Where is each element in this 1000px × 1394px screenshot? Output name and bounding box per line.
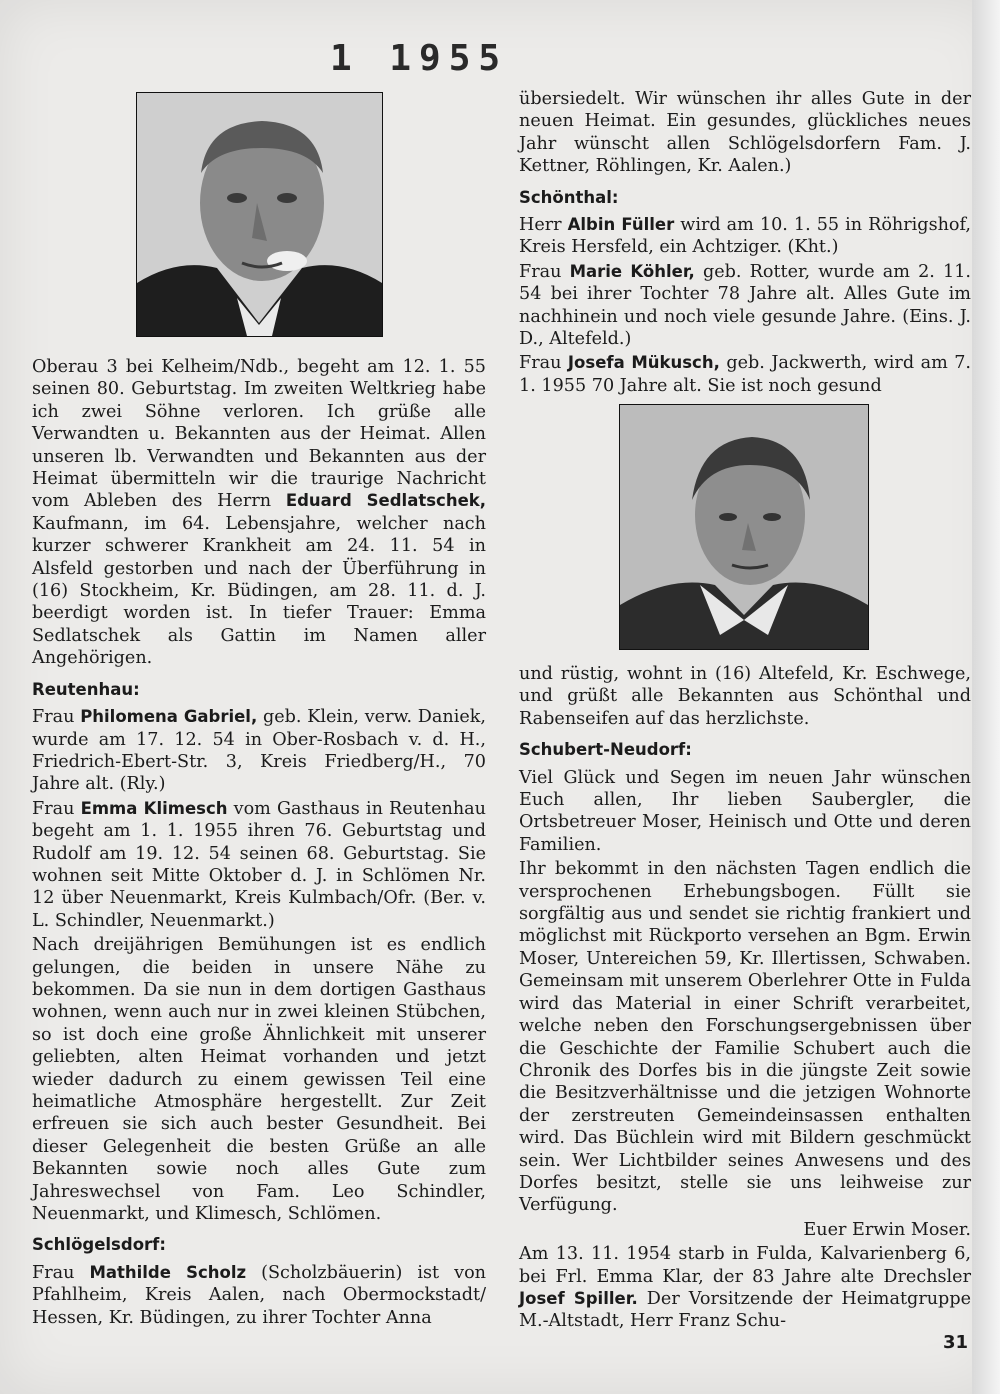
text: geb. Jackwerth, wird am 7. 1. 1955 70 Jahre alt. Sie ist noch gesund	[519, 353, 972, 396]
text: geb. Rotter, wurde am 2. 11. 54 bei ihrer Tochter 78 Jahre alt. Alles Gute im nachhinein und noch viele gesunde Jahre. (Eins. J. D., Altefeld.)	[519, 261, 972, 350]
paragraph-spiller	[519, 1243, 971, 1333]
text: wird am 10. 1. 55 in Röhrigshof, Kreis Hersfeld, ein Achtziger. (Kht.)	[519, 215, 971, 258]
person-name: Mathilde Scholz	[89, 1262, 247, 1282]
text: geb. Klein, verw. Daniek, wurde am 17. 12. 54 in Ober-Rosbach v. d. H., Friedrich-Ebert-Str. 3, Kreis Friedberg/H., 70 Jahre alt. (Rly.)	[32, 707, 486, 795]
portrait-man-photo	[136, 92, 383, 337]
person-name: Josef Spiller.	[519, 1288, 638, 1308]
portrait-man-image	[137, 93, 382, 336]
person-name: Eduard Sedlatschek,	[285, 491, 486, 511]
issue-stamp: 1 1955	[330, 38, 509, 79]
portrait-woman-image	[620, 405, 868, 649]
section-heading-schoenthal: Schönthal:	[519, 187, 619, 207]
text: Frau	[32, 707, 81, 728]
text: Frau	[32, 798, 81, 819]
person-name: Marie Köhler,	[569, 261, 695, 281]
paragraph-bemuehungen: Nach dreijährigen Bemühungen ist es endlich gelungen, die beiden in unsere Nähe zu bekommen. Da sie nun in dem dortigen Gasthaus wohnen, wenn auch nur in zwei kleinen Stübchen, so ist doch eine große Ähnlichkeit mit unserer geliebten, alten Heimat vorhanden und jetzt wieder dadurch zu einem gewissen Teil eine heimatliche Atmosphäre hergestellt. Zur Zeit erfreuen sie sich auch bester Gesundheit. Bei dieser Gelegenheit die besten Grüße an alle Bekannten sowie noch alles Gute zum Jahreswechsel von Fam. Leo Schindler, Neuenmarkt, und Klimesch, Schlömen.	[32, 935, 486, 1225]
text: Kaufmann, im 64. Lebensjahre, welcher nach kurzer schwerer Krankheit am 24. 11. 54 in Alsfeld gestorben und nach der Überführung in (16) Stockheim, Kr. Büdingen, am 28. 11. d. J. beerdigt worden ist. In tiefer Trauer: Emma Sedlatschek als Gattin im Namen aller Angehörigen.	[32, 513, 486, 669]
paragraph-muekusch	[519, 352, 971, 397]
text: vom Gasthaus in Reutenhau begeht am 1. 1. 1955 ihren 76. Geburtstag und Rudolf am 19. 12. 54 seinen 68. Geburtstag. Sie wohnen seit Mitte Oktober d. J. in Schlömen Nr. 12 über Neuenmarkt, Kreis Kulmbach/Ofr. (Ber. v. L. Schindler, Neuenmarkt.)	[32, 798, 486, 931]
paragraph-gabriel	[32, 706, 486, 796]
person-name: Albin Füller	[567, 215, 675, 235]
section-heading-schubert-neudorf: Schubert-Neudorf:	[519, 740, 692, 760]
paragraph-scholz	[32, 1262, 486, 1329]
text: Am 13. 11. 1954 starb in Fulda, Kalvarienberg 6, bei Frl. Emma Klar, der 83 Jahre alte Drechsler	[519, 1244, 971, 1287]
section-heading-schloegelsdorf: Schlögelsdorf:	[32, 1235, 166, 1255]
section-heading-reutenhau: Reutenhau:	[32, 679, 140, 699]
paragraph-klimesch	[32, 798, 486, 932]
text: Der Vorsitzende der Heimatgruppe M.-Altstadt, Herr Franz Schu-	[519, 1288, 971, 1332]
paragraph-uebersiedelt: übersiedelt. Wir wünschen ihr alles Gute in der neuen Heimat. Ein gesundes, glückliches neues Jahr wünscht allen Schlögelsdorfern Fam. J. Kettner, Röhlingen, Kr. Aalen.)	[519, 89, 971, 177]
page-edge	[972, 0, 1000, 1394]
paragraph-ruestig: und rüstig, wohnt in (16) Altefeld, Kr. Eschwege, und grüßt alle Bekannten aus Schönthal und Rabenseifen auf das herzlichste.	[519, 664, 971, 729]
paragraph-glueck: Viel Glück und Segen im neuen Jahr wünschen Euch allen, Ihr lieben Saubergler, die Ortsbetreuer Moser, Heinisch und Otte und deren Familien.	[519, 767, 971, 855]
right-column-bottom	[519, 663, 971, 1335]
paragraph-fueller	[519, 214, 971, 259]
paragraph-oberau	[32, 356, 486, 670]
person-name: Emma Klimesch	[80, 798, 228, 818]
text: (Scholzbäuerin) ist von Pfahlheim, Kreis Aalen, nach Obermockstadt/ Hessen, Kr. Büdingen, zu ihrer Tochter Anna	[32, 1262, 486, 1328]
paragraph-erhebungsbogen: Ihr bekommt in den nächsten Tagen endlich die versprochenen Erhebungsbogen. Füllt sie sorgfältig aus und sendet sie richtig frankiert und möglichst mit Rückporto versehen an Bgm. Erwin Moser, Untereichen 59, Kr. Illertissen, Schwaben. Gemeinsam mit unserem Oberlehrer Otte in Fulda wird das Material in einer Schrift verarbeitet, welche neben den Forschungsergebnissen über die Geschichte der Familie Schubert auch die Chronik des Dorfes bis in die jüngste Zeit sowie die Besitzverhältnisse und die jetzigen Wohnorte der zerstreuten Gemeindeinsassen enthalten wird. Das Büchlein wird mit Bildern geschmückt sein. Wer Lichtbilder seines Anwesens und des Dorfes besitzt, stelle sie uns leihweise zur Verfügung.	[519, 859, 971, 1216]
text: Frau	[519, 353, 568, 374]
text: Frau	[519, 261, 570, 282]
paragraph-koehler	[519, 261, 971, 351]
person-name: Philomena Gabriel,	[80, 707, 258, 727]
signoff: Euer Erwin Moser.	[803, 1219, 971, 1240]
text: Herr	[519, 215, 568, 236]
portrait-woman-photo	[619, 404, 869, 650]
page-number: 31	[942, 1332, 968, 1353]
text: Frau	[32, 1262, 90, 1283]
text: Oberau 3 bei Kelheim/Ndb., begeht am 12. 1. 55 seinen 80. Geburtstag. Im zweiten Weltkrieg habe ich zwei Söhne verloren. Ich grüße alle Verwandten u. Bekannten aus der Heimat. Allen unseren lb. Verwandten und Bekannten aus der Heimat übermitteln wir die traurige Nachricht vom Ableben des Herrn	[32, 357, 486, 512]
person-name: Josefa Mükusch,	[567, 353, 720, 373]
right-column-top	[519, 88, 971, 399]
left-column	[32, 356, 486, 1331]
